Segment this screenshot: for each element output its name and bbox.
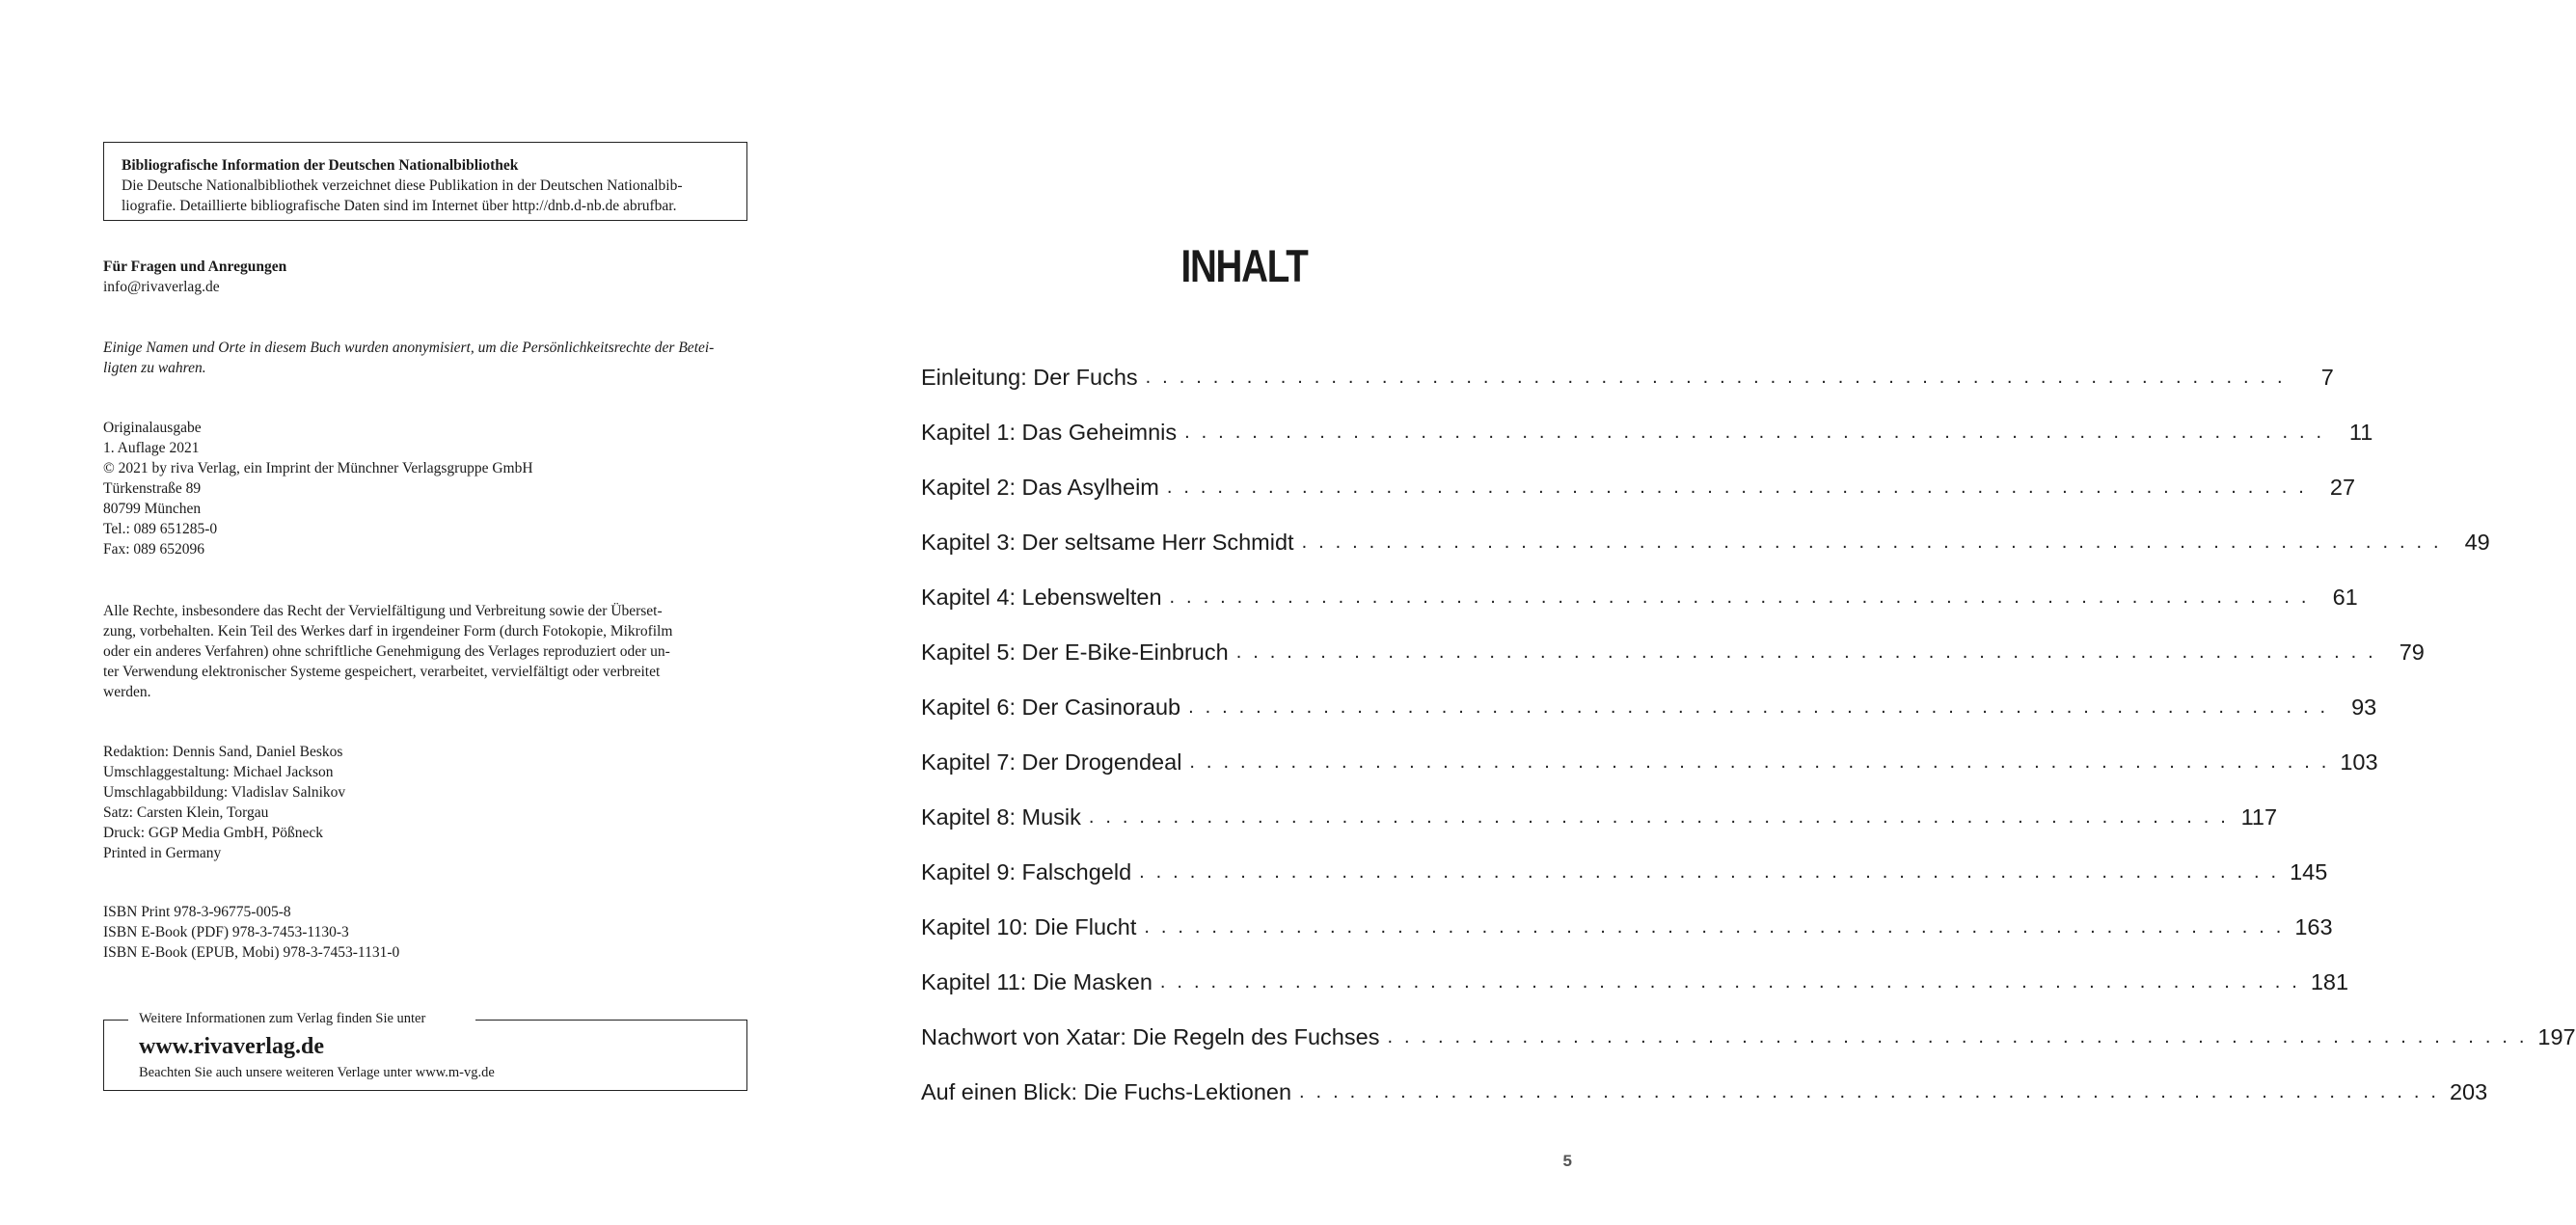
edition-line: Originalausgabe [103, 420, 202, 436]
toc-leader-dots: . . . . . . . . . . . . . . . . . . . . . . . . . . . . . . . . . . . . . . . . . . . . . . . . . . . . . . . . . . . . . . . . . . . . [1299, 1080, 2440, 1102]
rights-line: werden. [103, 684, 151, 700]
anonymity-note-line: Einige Namen und Orte in diesem Buch wurden anonymisiert, um die Persönlichkeitsrechte der Betei- [103, 340, 715, 356]
edition-line: Tel.: 089 651285-0 [103, 521, 218, 537]
credit-line: Printed in Germany [103, 845, 222, 861]
isbn-line: ISBN E-Book (EPUB, Mobi) 978-3-7453-1131-0 [103, 944, 400, 961]
credit-line: Umschlaggestaltung: Michael Jackson [103, 764, 334, 780]
toc-entry[interactable] [921, 789, 2278, 844]
bibliographic-info-title: Bibliografische Information der Deutschen Nationalbibliothek [122, 157, 519, 174]
anonymity-note-line: ligten zu wahren. [103, 360, 206, 376]
toc-entry-page: 117 [2240, 803, 2278, 830]
box-top-rule [475, 1020, 747, 1021]
toc-leader-dots: . . . . . . . . . . . . . . . . . . . . . . . . . . . . . . . . . . . . . . . . . . . . . . . . . . . . . . . . . . . . . . . . . . . . [1189, 750, 2330, 773]
rights-line: ter Verwendung elektronischer Systeme gespeichert, verarbeitet, vervielfältigt oder verbreitet [103, 664, 661, 680]
toc-entry-page: 49 [2464, 529, 2490, 555]
toc-entry[interactable] [921, 349, 2334, 404]
toc-entry-page: 27 [2329, 474, 2356, 500]
toc-entry-title: Kapitel 11: Die Masken [921, 968, 1152, 994]
isbn-line: ISBN Print 978-3-96775-005-8 [103, 904, 291, 920]
box-top-rule [103, 1020, 128, 1021]
rights-line: zung, vorbehalten. Kein Teil des Werkes darf in irgendeiner Form (durch Fotokopie, Mikrofilm [103, 623, 673, 640]
contents-page [921, 0, 2576, 1225]
toc-entry-title: Einleitung: Der Fuchs [921, 364, 1138, 390]
isbn-line: ISBN E-Book (PDF) 978-3-7453-1130-3 [103, 924, 349, 940]
toc-entry-title: Kapitel 4: Lebenswelten [921, 584, 1162, 610]
toc-entry-title: Kapitel 2: Das Asylheim [921, 474, 1159, 500]
website-caption: Weitere Informationen zum Verlag finden Sie unter [139, 1010, 429, 1027]
credits-block [103, 742, 747, 863]
website-url[interactable]: www.rivaverlag.de [139, 1034, 324, 1059]
edition-line: 1. Auflage 2021 [103, 440, 200, 456]
table-of-contents [921, 349, 2576, 1119]
toc-entry[interactable] [921, 954, 2349, 1009]
toc-entry[interactable] [921, 459, 2356, 514]
bibliographic-info-box [103, 142, 747, 221]
toc-entry-page: 93 [2351, 694, 2377, 720]
toc-entry-title: Kapitel 8: Musik [921, 803, 1081, 830]
toc-entry-title: Auf einen Blick: Die Fuchs-Lektionen [921, 1078, 1292, 1104]
toc-entry[interactable] [921, 569, 2358, 624]
toc-entry[interactable] [921, 844, 2328, 899]
toc-leader-dots: . . . . . . . . . . . . . . . . . . . . . . . . . . . . . . . . . . . . . . . . . . . . . . . . . . . . . . . . . . . . . . . . . . . . [1188, 695, 2329, 718]
toc-entry-page: 181 [2310, 968, 2349, 994]
edition-line: 80799 München [103, 501, 202, 517]
toc-leader-dots: . . . . . . . . . . . . . . . . . . . . . . . . . . . . . . . . . . . . . . . . . . . . . . . . . . . . . . . . . . . . . . . . . . . . [1159, 970, 2301, 993]
toc-entry[interactable] [921, 899, 2333, 954]
more-publishers-note: Beachten Sie auch unsere weiteren Verlage unter www.m-vg.de [139, 1065, 495, 1080]
credit-line: Satz: Carsten Klein, Torgau [103, 804, 269, 821]
toc-entry-title: Kapitel 7: Der Drogendeal [921, 749, 1182, 775]
toc-entry-page: 61 [2332, 584, 2358, 610]
toc-leader-dots: . . . . . . . . . . . . . . . . . . . . . . . . . . . . . . . . . . . . . . . . . . . . . . . . . . . . . . . . . . . . . . . . . . . . [1184, 421, 2325, 443]
toc-entry[interactable] [921, 514, 2490, 569]
toc-leader-dots: . . . . . . . . . . . . . . . . . . . . . . . . . . . . . . . . . . . . . . . . . . . . . . . . . . . . . . . . . . . . . . . . . . . . [1145, 366, 2286, 388]
toc-leader-dots: . . . . . . . . . . . . . . . . . . . . . . . . . . . . . . . . . . . . . . . . . . . . . . . . . . . . . . . . . . . . . . . . . . . . [1166, 476, 2308, 498]
credit-line: Druck: GGP Media GmbH, Pößneck [103, 825, 324, 841]
toc-leader-dots: . . . . . . . . . . . . . . . . . . . . . . . . . . . . . . . . . . . . . . . . . . . . . . . . . . . . . . . . . . . . . . . . . . . . [1169, 585, 2310, 608]
isbn-block [103, 902, 747, 963]
toc-entry-title: Kapitel 3: Der seltsame Herr Schmidt [921, 529, 1294, 555]
edition-block [103, 418, 747, 559]
contents-heading: INHALT [1180, 240, 1308, 291]
toc-entry-title: Nachwort von Xatar: Die Regeln des Fuchses [921, 1023, 1380, 1049]
toc-entry-title: Kapitel 1: Das Geheimnis [921, 419, 1178, 445]
toc-entry-title: Kapitel 6: Der Casinoraub [921, 694, 1181, 720]
toc-entry-page: 7 [2320, 364, 2334, 390]
publisher-website-box [103, 1011, 747, 1091]
toc-entry-page: 11 [2348, 419, 2373, 445]
toc-entry[interactable] [921, 1064, 2488, 1119]
bibliographic-info-line: liografie. Detaillierte bibliografische Daten sind im Internet über http://dnb.d-nb.de abrufbar. [122, 198, 677, 214]
toc-entry[interactable] [921, 1009, 2576, 1064]
toc-leader-dots: . . . . . . . . . . . . . . . . . . . . . . . . . . . . . . . . . . . . . . . . . . . . . . . . . . . . . . . . . . . . . . . . . . . . [1088, 805, 2230, 828]
toc-entry-page: 203 [2449, 1078, 2488, 1104]
toc-leader-dots: . . . . . . . . . . . . . . . . . . . . . . . . . . . . . . . . . . . . . . . . . . . . . . . . . . . . . . . . . . . . . . . . . . . . [1387, 1025, 2528, 1048]
imprint-page [103, 0, 747, 1225]
toc-entry-title: Kapitel 9: Falschgeld [921, 858, 1132, 885]
bibliographic-info-line: Die Deutsche Nationalbibliothek verzeichnet diese Publikation in der Deutschen Nationalbib- [122, 177, 683, 194]
toc-entry-page: 163 [2294, 913, 2333, 939]
toc-leader-dots: . . . . . . . . . . . . . . . . . . . . . . . . . . . . . . . . . . . . . . . . . . . . . . . . . . . . . . . . . . . . . . . . . . . . [1235, 640, 2376, 663]
page-number: 5 [1562, 1152, 1572, 1170]
toc-entry-page: 145 [2290, 858, 2328, 885]
toc-entry-title: Kapitel 10: Die Flucht [921, 913, 1137, 939]
toc-entry[interactable] [921, 404, 2373, 459]
toc-entry-page: 79 [2399, 639, 2425, 665]
rights-line: oder ein anderes Verfahren) ohne schriftliche Genehmigung des Verlages reproduziert oder un- [103, 643, 670, 660]
credit-line: Umschlagabbildung: Vladislav Salnikov [103, 784, 346, 801]
toc-leader-dots: . . . . . . . . . . . . . . . . . . . . . . . . . . . . . . . . . . . . . . . . . . . . . . . . . . . . . . . . . . . . . . . . . . . . [1139, 860, 2280, 883]
toc-entry[interactable] [921, 679, 2377, 734]
credit-line: Redaktion: Dennis Sand, Daniel Beskos [103, 744, 343, 760]
rights-line: Alle Rechte, insbesondere das Recht der Vervielfältigung und Verbreitung sowie der Überset- [103, 603, 663, 619]
toc-entry-page: 103 [2340, 749, 2378, 775]
toc-entry-title: Kapitel 5: Der E-Bike-Einbruch [921, 639, 1229, 665]
contact-email[interactable]: info@rivaverlag.de [103, 279, 220, 295]
edition-line: Türkenstraße 89 [103, 480, 202, 497]
toc-leader-dots: . . . . . . . . . . . . . . . . . . . . . . . . . . . . . . . . . . . . . . . . . . . . . . . . . . . . . . . . . . . . . . . . . . . . [1144, 915, 2285, 938]
toc-leader-dots: . . . . . . . . . . . . . . . . . . . . . . . . . . . . . . . . . . . . . . . . . . . . . . . . . . . . . . . . . . . . . . . . . . . . [1301, 531, 2442, 553]
toc-entry[interactable] [921, 624, 2425, 679]
anonymity-note [103, 338, 747, 378]
toc-entry[interactable] [921, 734, 2378, 789]
contact-heading: Für Fragen und Anregungen [103, 259, 287, 275]
contact-block [103, 257, 747, 297]
toc-entry-page: 197 [2537, 1023, 2576, 1049]
edition-line: © 2021 by riva Verlag, ein Imprint der Münchner Verlagsgruppe GmbH [103, 460, 533, 476]
edition-line: Fax: 089 652096 [103, 541, 205, 558]
rights-notice [103, 601, 747, 702]
